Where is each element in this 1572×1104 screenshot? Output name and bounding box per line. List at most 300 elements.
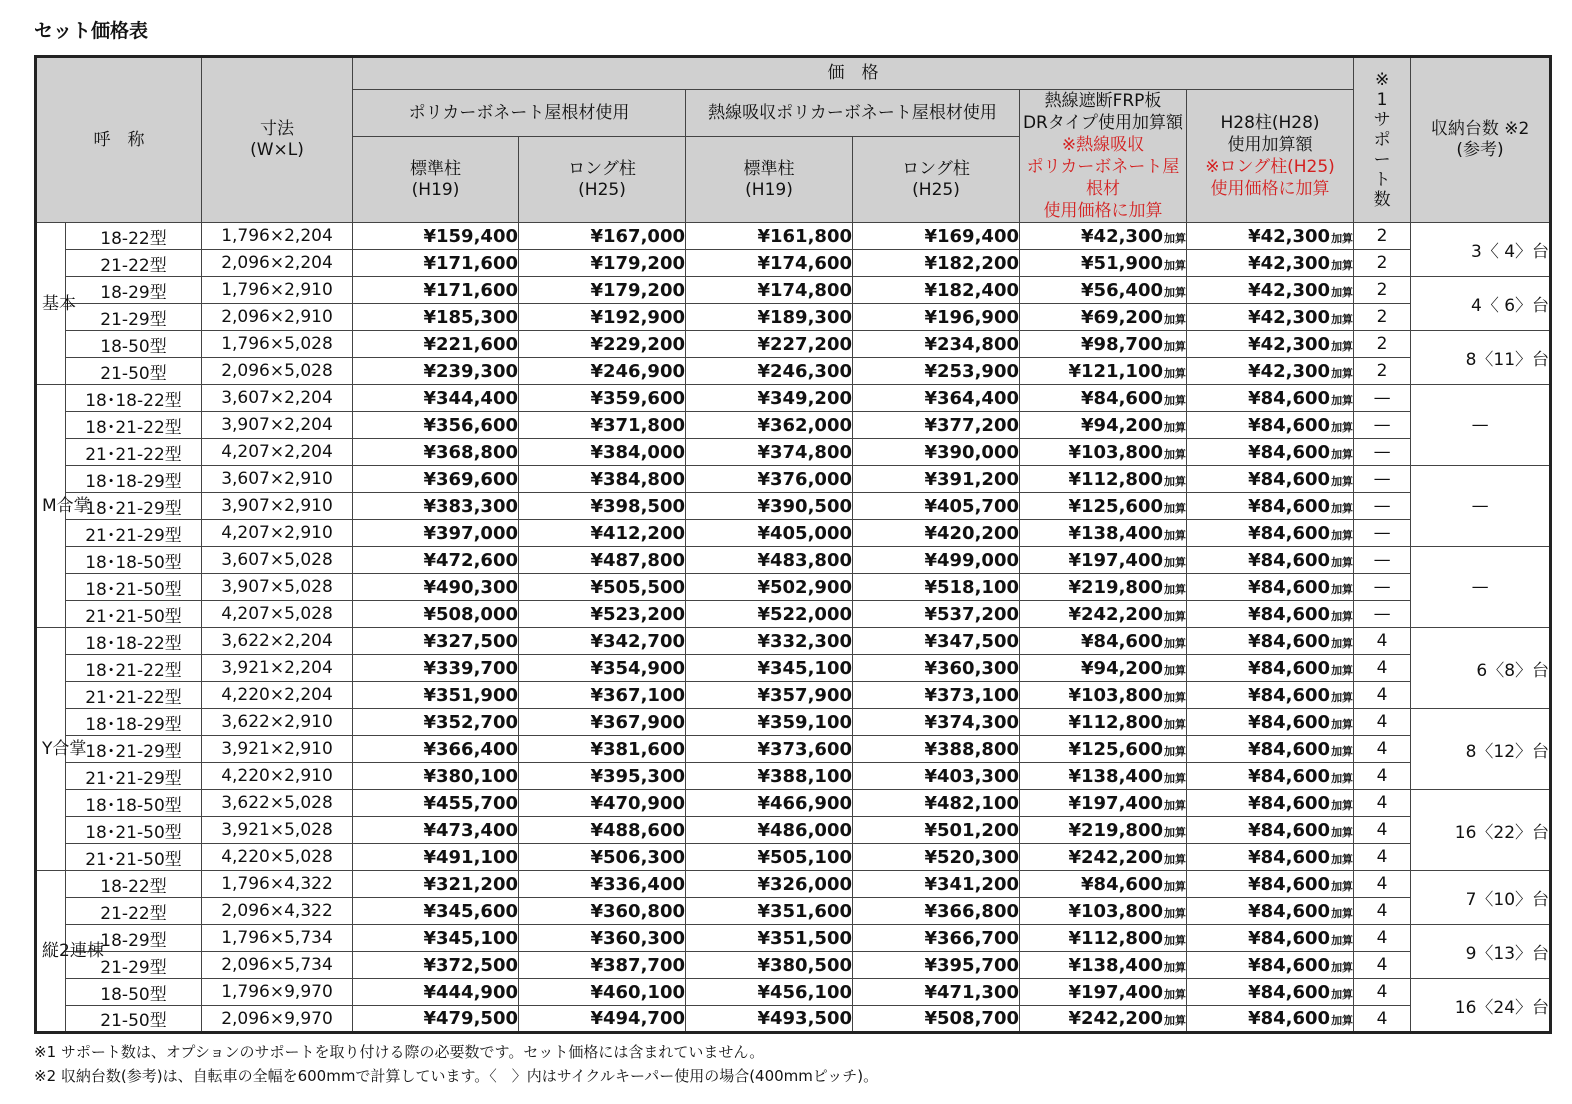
add-price-cell	[1020, 493, 1187, 520]
price-cell: ¥174,600	[686, 250, 853, 277]
price-cell: ¥412,200	[519, 520, 686, 547]
add-price-cell	[1020, 871, 1187, 898]
table-row	[36, 709, 1551, 736]
support-count: 2	[1354, 331, 1411, 358]
dimensions: 3,921×5,028	[202, 817, 353, 844]
dimensions: 1,796×4,322	[202, 871, 353, 898]
price-cell: ¥471,300	[853, 979, 1020, 1006]
add-tag: 加算	[1164, 771, 1186, 785]
add-tag: 加算	[1164, 717, 1186, 731]
header-heat-pc: 熱線吸収ポリカーボネート屋根材使用	[686, 90, 1020, 137]
add-price-value: ¥138,400	[1068, 954, 1163, 976]
add-tag: 加算	[1164, 582, 1186, 596]
add-price-cell	[1020, 547, 1187, 574]
group-label	[36, 871, 104, 1033]
table-row	[36, 763, 1551, 790]
dimensions: 3,907×5,028	[202, 574, 353, 601]
capacity: 3〈 4〉台	[1411, 223, 1551, 277]
price-cell: ¥508,700	[853, 1006, 1020, 1033]
price-cell: ¥357,900	[686, 682, 853, 709]
group-label	[36, 628, 87, 871]
add-tag: 加算	[1331, 339, 1354, 353]
table-row	[36, 628, 1551, 655]
price-cell: ¥391,200	[853, 466, 1020, 493]
support-count: 4	[1354, 979, 1411, 1006]
price-cell: ¥395,700	[853, 952, 1020, 979]
price-cell: ¥366,700	[853, 925, 1020, 952]
dimensions: 3,607×2,204	[202, 385, 353, 412]
price-cell: ¥253,900	[853, 358, 1020, 385]
price-cell: ¥390,500	[686, 493, 853, 520]
add-price-value: ¥51,900	[1081, 252, 1163, 274]
add-tag: 加算	[1331, 609, 1354, 623]
add-tag: 加算	[1164, 906, 1186, 920]
model-name: 21･21-29型	[66, 763, 202, 790]
support-count: 2	[1354, 304, 1411, 331]
model-name: 18･18-29型	[66, 466, 202, 493]
add-tag: 加算	[1331, 663, 1354, 677]
price-table-body	[36, 223, 1551, 1033]
add-price-cell	[1020, 358, 1187, 385]
price-cell: ¥518,100	[853, 574, 1020, 601]
table-row	[36, 601, 1551, 628]
add-price-value: ¥242,200	[1068, 1008, 1163, 1029]
model-name: 18･21-50型	[66, 817, 202, 844]
price-cell: ¥349,200	[686, 385, 853, 412]
add-tag: 加算	[1164, 339, 1186, 353]
price-cell: ¥377,200	[853, 412, 1020, 439]
support-count: —	[1354, 385, 1411, 412]
price-cell: ¥169,400	[853, 223, 1020, 250]
add-price-value: ¥84,600	[1081, 873, 1163, 895]
table-row	[36, 790, 1551, 817]
price-cell: ¥367,100	[519, 682, 686, 709]
price-cell: ¥405,000	[686, 520, 853, 547]
add-price-cell	[1020, 628, 1187, 655]
table-row	[36, 655, 1551, 682]
model-name: 18-29型	[66, 925, 202, 952]
model-name: 18･18-22型	[66, 628, 202, 655]
price-cell: ¥182,400	[853, 277, 1020, 304]
price-cell: ¥506,300	[519, 844, 686, 871]
dimensions: 2,096×2,204	[202, 250, 353, 277]
dimensions: 3,907×2,910	[202, 493, 353, 520]
add-price-cell	[1187, 601, 1354, 628]
price-cell: ¥352,700	[353, 709, 519, 736]
price-cell: ¥395,300	[519, 763, 686, 790]
model-name: 21･21-22型	[66, 439, 202, 466]
add-price-value: ¥42,300	[1248, 279, 1331, 301]
price-cell: ¥460,100	[519, 979, 686, 1006]
model-name: 18･18-50型	[66, 547, 202, 574]
support-count: 4	[1354, 952, 1411, 979]
add-price-cell	[1187, 790, 1354, 817]
model-name: 18-50型	[66, 331, 202, 358]
header-frp-add: 熱線遮断FRP板 DRタイプ使用加算額 ※熱線吸収 ポリカーボネート屋根材 使用価格に加算	[1020, 90, 1187, 223]
price-cell: ¥470,900	[519, 790, 686, 817]
add-tag: 加算	[1331, 933, 1354, 947]
add-tag: 加算	[1164, 474, 1186, 488]
price-cell: ¥362,000	[686, 412, 853, 439]
price-cell: ¥380,500	[686, 952, 853, 979]
add-price-cell	[1187, 736, 1354, 763]
add-tag: 加算	[1331, 825, 1354, 839]
price-cell: ¥189,300	[686, 304, 853, 331]
add-price-cell	[1187, 682, 1354, 709]
price-cell: ¥537,200	[853, 601, 1020, 628]
add-price-value: ¥84,600	[1248, 549, 1331, 571]
add-price-cell	[1020, 574, 1187, 601]
add-price-value: ¥84,600	[1248, 846, 1331, 868]
group-label-text: Y合掌	[42, 739, 87, 759]
add-price-value: ¥219,800	[1068, 819, 1163, 841]
add-tag: 加算	[1331, 960, 1354, 974]
footnotes	[34, 1040, 878, 1088]
table-row	[36, 223, 1551, 250]
add-price-value: ¥103,800	[1068, 900, 1163, 922]
table-row	[36, 304, 1551, 331]
add-price-cell	[1187, 763, 1354, 790]
add-price-cell	[1187, 817, 1354, 844]
add-tag: 加算	[1164, 312, 1186, 326]
header-size: 寸法 (W×L)	[202, 57, 353, 223]
add-price-cell	[1187, 466, 1354, 493]
add-price-cell	[1020, 439, 1187, 466]
model-name: 18･21-29型	[66, 493, 202, 520]
add-price-value: ¥84,600	[1248, 981, 1331, 1003]
support-count: —	[1354, 493, 1411, 520]
add-price-value: ¥84,600	[1248, 792, 1331, 814]
support-count: 4	[1354, 925, 1411, 952]
model-name: 18･21-29型	[66, 736, 202, 763]
dimensions: 2,096×5,028	[202, 358, 353, 385]
table-row	[36, 871, 1551, 898]
add-tag: 加算	[1331, 987, 1354, 1001]
support-count: 4	[1354, 898, 1411, 925]
add-tag: 加算	[1331, 231, 1354, 245]
add-price-cell	[1020, 655, 1187, 682]
add-price-value: ¥138,400	[1068, 522, 1163, 544]
add-price-value: ¥103,800	[1068, 441, 1163, 463]
model-name: 18-50型	[66, 979, 202, 1006]
table-row	[36, 979, 1551, 1006]
add-price-value: ¥84,600	[1248, 414, 1331, 436]
support-count: —	[1354, 439, 1411, 466]
add-price-cell	[1020, 736, 1187, 763]
dimensions: 1,796×9,970	[202, 979, 353, 1006]
table-row	[36, 925, 1551, 952]
add-price-cell	[1020, 709, 1187, 736]
add-price-cell	[1187, 547, 1354, 574]
price-cell: ¥405,700	[853, 493, 1020, 520]
support-count: 4	[1354, 709, 1411, 736]
table-row	[36, 736, 1551, 763]
model-name: 18･18-29型	[66, 709, 202, 736]
price-cell: ¥345,100	[686, 655, 853, 682]
add-tag: 加算	[1164, 690, 1186, 704]
price-cell: ¥472,600	[353, 547, 519, 574]
add-price-value: ¥242,200	[1068, 603, 1163, 625]
price-cell: ¥397,000	[353, 520, 519, 547]
add-price-cell	[1187, 493, 1354, 520]
add-price-value: ¥84,600	[1248, 387, 1331, 409]
add-price-value: ¥197,400	[1068, 792, 1163, 814]
add-price-cell	[1187, 412, 1354, 439]
price-cell: ¥161,800	[686, 223, 853, 250]
price-cell: ¥387,700	[519, 952, 686, 979]
price-cell: ¥360,800	[519, 898, 686, 925]
add-tag: 加算	[1164, 744, 1186, 758]
price-cell: ¥171,600	[353, 277, 519, 304]
add-tag: 加算	[1164, 1014, 1186, 1027]
add-price-value: ¥42,300	[1248, 360, 1331, 382]
price-cell: ¥366,400	[353, 736, 519, 763]
price-cell: ¥380,100	[353, 763, 519, 790]
add-price-value: ¥42,300	[1248, 333, 1331, 355]
add-tag: 加算	[1164, 555, 1186, 569]
dimensions: 2,096×5,734	[202, 952, 353, 979]
add-price-value: ¥84,600	[1248, 900, 1331, 922]
price-cell: ¥473,400	[353, 817, 519, 844]
add-price-value: ¥84,600	[1248, 630, 1331, 652]
price-cell: ¥505,500	[519, 574, 686, 601]
support-count: —	[1354, 574, 1411, 601]
add-price-cell	[1020, 682, 1187, 709]
price-cell: ¥196,900	[853, 304, 1020, 331]
table-row	[36, 1006, 1551, 1033]
price-cell: ¥344,400	[353, 385, 519, 412]
add-price-value: ¥84,600	[1081, 387, 1163, 409]
support-count: 4	[1354, 628, 1411, 655]
price-cell: ¥351,600	[686, 898, 853, 925]
price-cell: ¥369,600	[353, 466, 519, 493]
add-price-cell	[1187, 898, 1354, 925]
add-tag: 加算	[1331, 906, 1354, 920]
table-row	[36, 277, 1551, 304]
table-row	[36, 385, 1551, 412]
price-cell: ¥359,600	[519, 385, 686, 412]
add-price-cell	[1020, 520, 1187, 547]
add-price-value: ¥219,800	[1068, 576, 1163, 598]
header-long-pillar: ロング柱 (H25)	[853, 137, 1020, 223]
support-count: 4	[1354, 736, 1411, 763]
price-cell: ¥420,200	[853, 520, 1020, 547]
table-row	[36, 250, 1551, 277]
price-cell: ¥371,800	[519, 412, 686, 439]
table-row	[36, 844, 1551, 871]
dimensions: 3,622×5,028	[202, 790, 353, 817]
price-cell: ¥490,300	[353, 574, 519, 601]
add-tag: 加算	[1164, 528, 1186, 542]
add-price-value: ¥84,600	[1248, 954, 1331, 976]
support-count: 4	[1354, 871, 1411, 898]
capacity: —	[1411, 385, 1551, 466]
add-price-value: ¥56,400	[1081, 279, 1163, 301]
add-price-cell	[1020, 817, 1187, 844]
price-cell: ¥501,200	[853, 817, 1020, 844]
capacity: —	[1411, 466, 1551, 547]
price-cell: ¥372,500	[353, 952, 519, 979]
add-price-cell	[1020, 925, 1187, 952]
dimensions: 3,622×2,204	[202, 628, 353, 655]
price-cell: ¥381,600	[519, 736, 686, 763]
add-tag: 加算	[1164, 987, 1186, 1001]
price-cell: ¥354,900	[519, 655, 686, 682]
add-tag: 加算	[1164, 501, 1186, 515]
table-row	[36, 682, 1551, 709]
price-cell: ¥508,000	[353, 601, 519, 628]
add-price-value: ¥84,600	[1248, 468, 1331, 490]
table-row	[36, 493, 1551, 520]
add-tag: 加算	[1164, 933, 1186, 947]
add-tag: 加算	[1331, 528, 1354, 542]
price-cell: ¥229,200	[519, 331, 686, 358]
add-tag: 加算	[1164, 258, 1186, 272]
add-tag: 加算	[1331, 501, 1354, 515]
add-tag: 加算	[1164, 825, 1186, 839]
add-price-value: ¥84,600	[1248, 738, 1331, 760]
add-price-cell	[1187, 223, 1354, 250]
capacity: 16〈24〉台	[1411, 979, 1551, 1033]
dimensions: 3,907×2,204	[202, 412, 353, 439]
table-row	[36, 817, 1551, 844]
add-tag: 加算	[1331, 744, 1354, 758]
add-tag: 加算	[1331, 555, 1354, 569]
support-count: —	[1354, 466, 1411, 493]
price-cell: ¥505,100	[686, 844, 853, 871]
add-tag: 加算	[1331, 879, 1354, 893]
price-cell: ¥336,400	[519, 871, 686, 898]
header-h28-add: H28柱(H28) 使用加算額 ※ロング柱(H25) 使用価格に加算	[1187, 90, 1354, 223]
price-cell: ¥456,100	[686, 979, 853, 1006]
price-cell: ¥366,800	[853, 898, 1020, 925]
add-price-value: ¥138,400	[1068, 765, 1163, 787]
add-price-value: ¥42,300	[1081, 225, 1163, 247]
price-cell: ¥364,400	[853, 385, 1020, 412]
model-name: 18･21-22型	[66, 655, 202, 682]
table-row	[36, 547, 1551, 574]
price-cell: ¥493,500	[686, 1006, 853, 1033]
model-name: 18･18-22型	[66, 385, 202, 412]
add-tag: 加算	[1331, 285, 1354, 299]
capacity: 4〈 6〉台	[1411, 277, 1551, 331]
add-price-cell	[1020, 844, 1187, 871]
add-price-cell	[1020, 601, 1187, 628]
price-cell: ¥356,600	[353, 412, 519, 439]
price-cell: ¥227,200	[686, 331, 853, 358]
add-price-value: ¥84,600	[1248, 765, 1331, 787]
price-cell: ¥192,900	[519, 304, 686, 331]
price-cell: ¥390,000	[853, 439, 1020, 466]
add-tag: 加算	[1331, 690, 1354, 704]
dimensions: 4,207×5,028	[202, 601, 353, 628]
footnote: ※1 サポート数は、オプションのサポートを取り付ける際の必要数です。セット価格には含まれていません。	[34, 1043, 765, 1061]
header-price: 価 格	[353, 57, 1354, 90]
add-tag: 加算	[1331, 366, 1354, 380]
add-price-value: ¥84,600	[1248, 603, 1331, 625]
price-cell: ¥221,600	[353, 331, 519, 358]
dimensions: 4,207×2,204	[202, 439, 353, 466]
model-name: 18-22型	[66, 223, 202, 250]
price-cell: ¥159,400	[353, 223, 519, 250]
add-tag: 加算	[1164, 231, 1186, 245]
price-cell: ¥179,200	[519, 250, 686, 277]
price-cell: ¥373,100	[853, 682, 1020, 709]
add-price-value: ¥42,300	[1248, 306, 1331, 328]
add-tag: 加算	[1164, 366, 1186, 380]
add-price-value: ¥84,600	[1248, 495, 1331, 517]
dimensions: 4,220×5,028	[202, 844, 353, 871]
dimensions: 3,921×2,910	[202, 736, 353, 763]
price-cell: ¥482,100	[853, 790, 1020, 817]
support-count: —	[1354, 520, 1411, 547]
footnote: ※2 収納台数(参考)は、自転車の全幅を600mmで計算しています。〈 〉内はサイクルキーパー使用の場合(400mmピッチ)。	[34, 1067, 879, 1085]
add-price-value: ¥42,300	[1248, 225, 1331, 247]
add-tag: 加算	[1331, 852, 1354, 866]
capacity: 8〈11〉台	[1411, 331, 1551, 385]
dimensions: 4,220×2,204	[202, 682, 353, 709]
capacity: 7〈10〉台	[1411, 871, 1551, 925]
capacity: 8〈12〉台	[1411, 709, 1551, 790]
add-price-cell	[1187, 331, 1354, 358]
price-cell: ¥167,000	[519, 223, 686, 250]
add-price-cell	[1020, 331, 1187, 358]
price-cell: ¥339,700	[353, 655, 519, 682]
add-price-cell	[1020, 898, 1187, 925]
table-row	[36, 520, 1551, 547]
add-price-cell	[1020, 223, 1187, 250]
support-count: 4	[1354, 682, 1411, 709]
add-price-cell	[1020, 1006, 1187, 1033]
add-price-value: ¥112,800	[1068, 927, 1163, 949]
model-name: 21-50型	[66, 1006, 202, 1033]
group-label	[36, 385, 91, 628]
dimensions: 1,796×2,910	[202, 277, 353, 304]
add-tag: 加算	[1164, 393, 1186, 407]
price-cell: ¥388,100	[686, 763, 853, 790]
price-cell: ¥384,800	[519, 466, 686, 493]
capacity: 16〈22〉台	[1411, 790, 1551, 871]
price-cell: ¥360,300	[853, 655, 1020, 682]
support-count: 4	[1354, 763, 1411, 790]
price-cell: ¥360,300	[519, 925, 686, 952]
support-count: 2	[1354, 223, 1411, 250]
header-capacity: 収納台数 ※2 (参考)	[1411, 57, 1551, 223]
add-price-value: ¥84,600	[1248, 576, 1331, 598]
add-price-value: ¥103,800	[1068, 684, 1163, 706]
add-tag: 加算	[1331, 798, 1354, 812]
add-price-value: ¥98,700	[1081, 333, 1163, 355]
header-name: 呼 称	[36, 57, 202, 223]
add-tag: 加算	[1164, 636, 1186, 650]
add-price-cell	[1187, 952, 1354, 979]
price-cell: ¥376,000	[686, 466, 853, 493]
add-price-cell	[1187, 385, 1354, 412]
add-tag: 加算	[1331, 420, 1354, 434]
add-price-cell	[1020, 304, 1187, 331]
add-price-cell	[1187, 250, 1354, 277]
dimensions: 4,207×2,910	[202, 520, 353, 547]
add-price-value: ¥197,400	[1068, 981, 1163, 1003]
table-row	[36, 898, 1551, 925]
price-cell: ¥384,000	[519, 439, 686, 466]
price-cell: ¥246,900	[519, 358, 686, 385]
add-price-cell	[1020, 412, 1187, 439]
add-tag: 加算	[1331, 258, 1354, 272]
table-row	[36, 439, 1551, 466]
add-price-cell	[1020, 250, 1187, 277]
model-name: 18-29型	[66, 277, 202, 304]
